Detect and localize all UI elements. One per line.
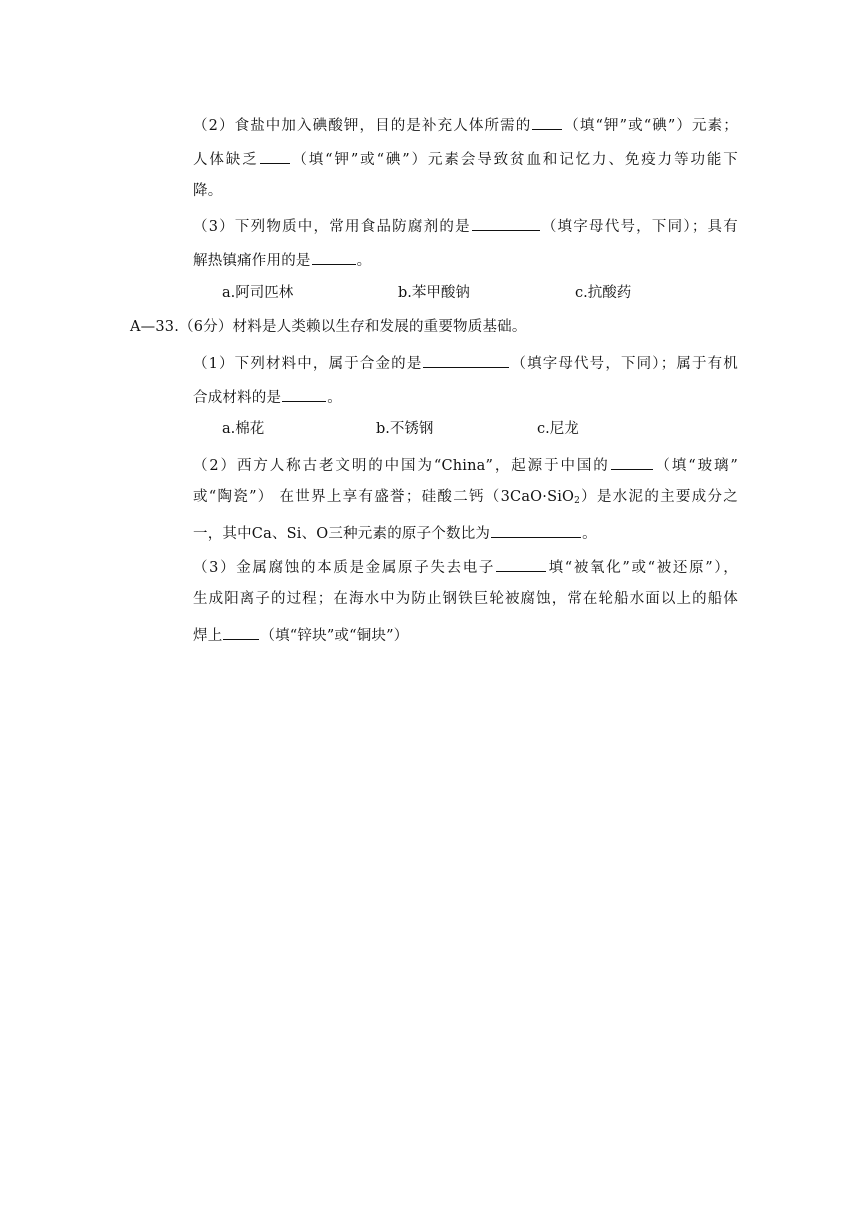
text: （填“钾”或“碘”）元素会导致贫血和记忆力、免疫力等功能下 <box>290 152 738 168</box>
q-a-part2-line1 <box>193 113 738 136</box>
text: 或“陶瓷”） 在世界上享有盛誉；硅酸二钙（3CaO·SiO <box>193 489 575 505</box>
answer-blank[interactable] <box>496 555 546 572</box>
text: A—33.（6分）材料是人类赖以生存和发展的重要物质基础。 <box>130 319 527 335</box>
q-a-part2-line2 <box>193 147 738 170</box>
q-b-part3-line2 <box>193 589 738 609</box>
answer-blank[interactable] <box>223 623 259 640</box>
text: 焊上 <box>193 628 223 644</box>
text: （2）食盐中加入碘酸钾，目的是补充人体所需的 <box>193 118 532 134</box>
text: 。 <box>582 526 597 542</box>
text: （3）下列物质中，常用食品防腐剂的是 <box>193 219 471 235</box>
text: 填“被氧化”或“被还原”）， <box>547 560 738 576</box>
text: （3）金属腐蚀的本质是金属原子失去电子 <box>193 560 496 576</box>
q-a-part2-line3 <box>193 181 738 201</box>
answer-blank[interactable] <box>423 351 509 368</box>
text: 降。 <box>193 183 223 199</box>
q-b-part2-line2 <box>193 487 738 511</box>
text: （填“玻璃” <box>653 458 738 474</box>
q-b-part2-line3 <box>193 521 738 544</box>
answer-blank[interactable] <box>532 113 562 130</box>
answer-blank[interactable] <box>472 214 540 231</box>
answer-blank[interactable] <box>611 453 653 470</box>
option-c: c.尼龙 <box>537 421 579 437</box>
answer-blank[interactable] <box>312 248 356 265</box>
text: （填字母代号，下同）；具有 <box>540 219 738 235</box>
q-a-part3-line1 <box>193 214 738 237</box>
text: 合成材料的是 <box>193 390 282 406</box>
text: 一，其中Ca、Si、O三种元素的原子个数比为 <box>193 526 491 542</box>
q-b-part3-line3 <box>193 623 738 646</box>
answer-blank[interactable] <box>491 521 581 538</box>
option-b: b.不锈钢 <box>376 421 434 437</box>
option-b: b.苯甲酸钠 <box>398 285 470 301</box>
q-a-part3-line2 <box>193 248 738 271</box>
text: （2）西方人称古老文明的中国为“China”，起源于中国的 <box>193 458 610 474</box>
text: 人体缺乏 <box>193 152 259 168</box>
text: （填“钾”或“碘”）元素； <box>563 118 738 134</box>
text: （填字母代号，下同）；属于有机 <box>510 356 738 372</box>
subscript: 2 <box>574 496 581 506</box>
answer-blank[interactable] <box>260 147 290 164</box>
q-b-part1-line1 <box>193 351 738 374</box>
option-c: c.抗酸药 <box>575 285 632 301</box>
q-b-part1-line2 <box>193 385 738 408</box>
text: （填“锌块”或“铜块”） <box>260 628 409 644</box>
q-b-part3-line1 <box>193 555 738 578</box>
q-b-part2-line1 <box>193 453 738 476</box>
text: （1）下列材料中，属于合金的是 <box>193 356 423 372</box>
option-a: a.阿司匹林 <box>222 285 294 301</box>
q-b-heading <box>130 317 740 337</box>
text: 生成阳离子的过程；在海水中为防止钢铁巨轮被腐蚀，常在轮船水面以上的船体 <box>193 591 738 607</box>
option-a: a.棉花 <box>222 421 265 437</box>
text: ）是水泥的主要成分之 <box>580 489 738 505</box>
text: 解热镇痛作用的是 <box>193 253 311 269</box>
text: 。 <box>327 390 342 406</box>
answer-blank[interactable] <box>282 385 326 402</box>
text: 。 <box>356 253 372 269</box>
